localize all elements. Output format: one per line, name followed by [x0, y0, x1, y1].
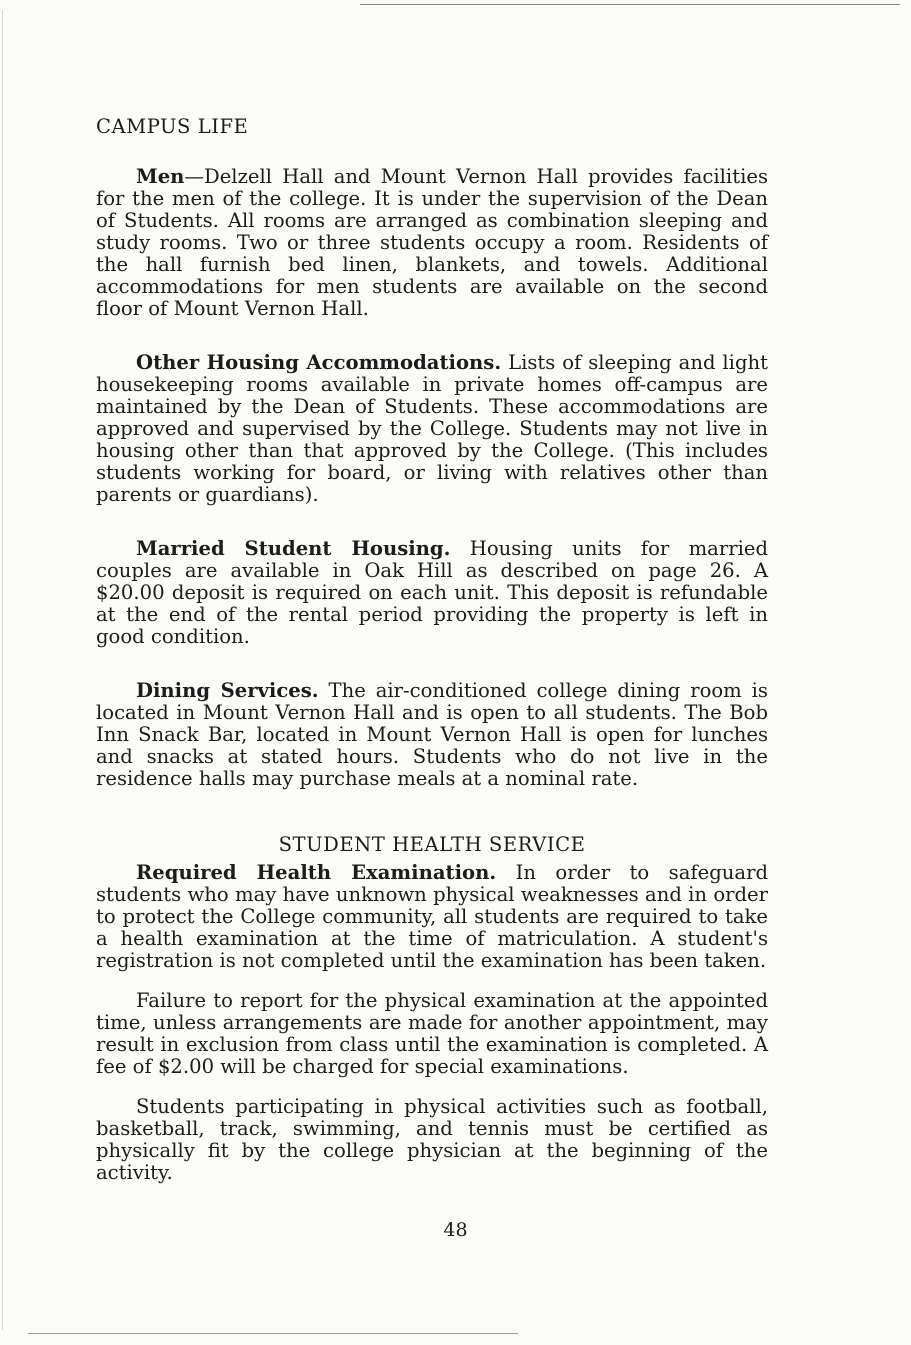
scan-edge-bottom [28, 1333, 518, 1334]
married-housing-paragraph [96, 538, 768, 648]
dining-paragraph [96, 680, 768, 790]
scan-edge-left [2, 10, 3, 1330]
other-housing-paragraph [96, 352, 768, 506]
men-text: —Delzell Hall and Mount Vernon Hall provides facilities for the men of the college. It is under the supervision of the Dean of Students. All rooms are arranged as combination sleeping and study rooms. Two or three students occupy a room. Residents of the hall furnish bed linen, blankets, and towels. Additional accommodations for men students are available on the second floor of Mount Vernon Hall. [96, 165, 768, 320]
men-paragraph [96, 166, 768, 320]
health-exam-paragraph [96, 862, 768, 972]
scan-edge-top [360, 4, 900, 5]
other-housing-heading: Other Housing Accommodations. [136, 351, 502, 374]
running-head: CAMPUS LIFE [96, 115, 249, 138]
married-housing-heading: Married Student Housing. [136, 537, 451, 560]
married-housing-text: Housing units for married couples are available in Oak Hill as described on page 26. A $20.00 deposit is required on each unit. This deposit is refundable at the end of the rental period providing the property is left in good condition. [96, 537, 769, 648]
health-exam-text: In order to safeguard students who may have unknown physical weaknesses and in order to protect the College community, all students are required to take a health examination at the time of matriculation. A student's registration is not completed until the examination has been taken. [96, 861, 768, 972]
dining-heading: Dining Services. [136, 679, 319, 702]
page-content [96, 116, 768, 1184]
other-housing-text: Lists of sleeping and light housekeeping rooms available in private homes off-campus are maintained by the Dean of Students. These accommodations are approved and supervised by the College. Students may not live in housing other than that approved by the College. (This includes students working for board, or living with relatives other than parents or guardians). [96, 351, 768, 506]
health-section-title: STUDENT HEALTH SERVICE [278, 833, 586, 856]
failure-paragraph: Failure to report for the physical examination at the appointed time, unless arrangements are made for another appointment, may result in exclusion from class until the examination is completed. A fee of $2.00 will be charged for special examinations. [96, 989, 768, 1078]
dining-text: The air-conditioned college dining room is located in Mount Vernon Hall and is open to all students. The Bob Inn Snack Bar, located in Mount Vernon Hall is open for lunches and snacks at stated hours. Students who do not live in the residence halls may purchase meals at a nominal rate. [96, 679, 768, 790]
health-exam-heading: Required Health Examination. [136, 861, 497, 884]
page-number: 48 [443, 1219, 468, 1241]
men-heading: Men [136, 165, 185, 188]
athletics-paragraph: Students participating in physical activities such as football, basketball, track, swimming, and tennis must be certified as physically fit by the college physician at the beginning of the activity. [96, 1095, 768, 1184]
